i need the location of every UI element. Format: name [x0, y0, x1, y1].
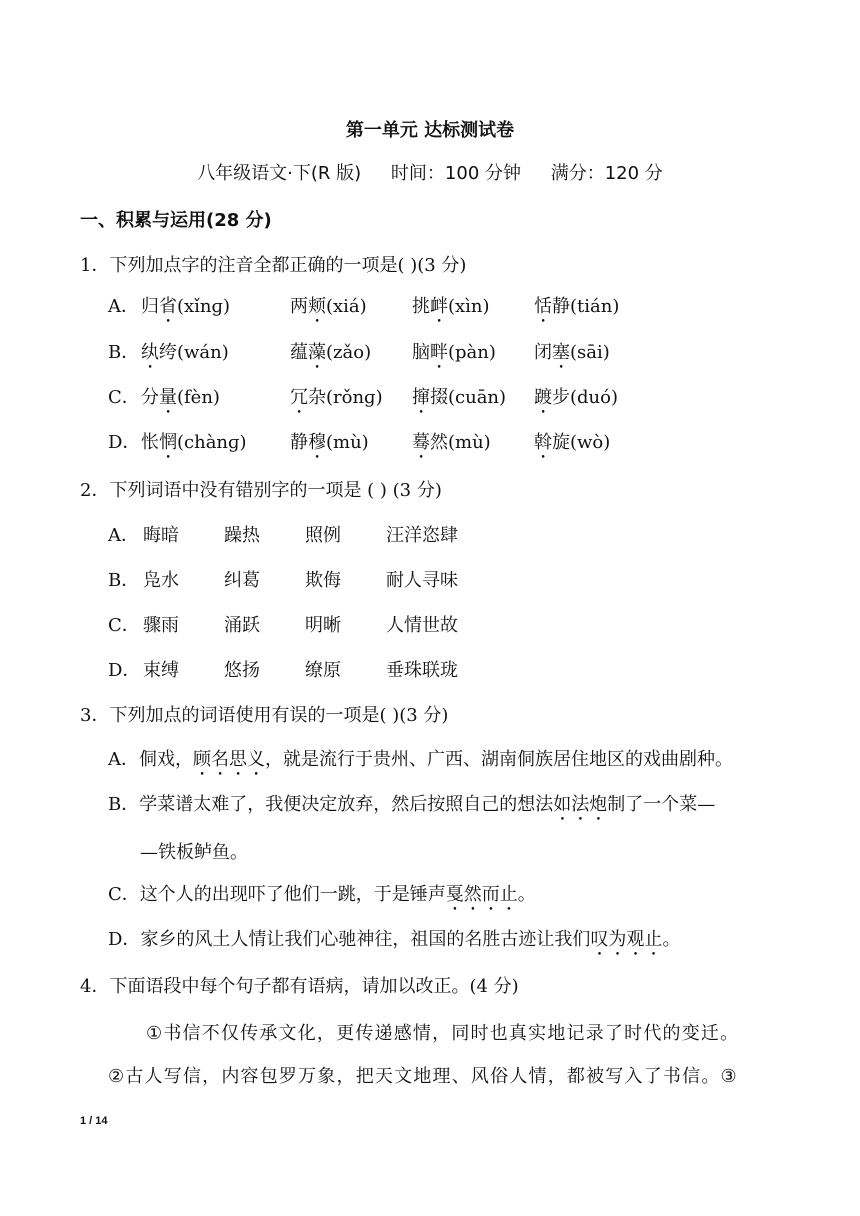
- item-text: 归: [141, 296, 159, 317]
- dotted-character: 衅: [430, 296, 448, 317]
- option-text: 侗戏，: [139, 749, 193, 770]
- option-label: D．: [108, 432, 141, 453]
- pinyin-option-item: [141, 383, 220, 418]
- dotted-character: 蓦: [412, 432, 430, 453]
- question-2-stem: 2．下列词语中没有错别字的一项是 ( ) (3 分): [80, 480, 442, 501]
- item-text: (fèn): [177, 387, 220, 408]
- question-3-option-a: [108, 745, 733, 780]
- option-label: A．: [108, 749, 139, 770]
- option-label: A．: [108, 525, 139, 546]
- pinyin-option-item: [290, 338, 371, 373]
- item-text: (chànɡ): [177, 432, 247, 453]
- page-subtitle: [0, 159, 860, 185]
- item-text: 两: [290, 296, 308, 317]
- subtitle-time: 时间：100 分钟: [390, 163, 521, 184]
- item-text: 挑: [412, 296, 430, 317]
- option-label: B．: [108, 570, 140, 591]
- pinyin-option-item: [290, 383, 383, 418]
- item-text: 静: [290, 432, 308, 453]
- dotted-character: 藻: [308, 342, 326, 363]
- pinyin-option-item: [412, 383, 506, 418]
- option-text: 。: [662, 929, 681, 950]
- option-label: B．: [108, 794, 140, 815]
- word-option-item: 汪洋恣肆: [386, 525, 458, 546]
- item-text: 杂(rǒnɡ): [308, 387, 383, 408]
- dotted-character: 斡: [534, 432, 552, 453]
- page-number: 1 / 14: [80, 1115, 108, 1127]
- option-label: C．: [108, 615, 140, 636]
- option-label: A．: [108, 296, 139, 317]
- item-text: 脑: [412, 342, 430, 363]
- item-text: (xìn): [448, 296, 490, 317]
- word-option-item: 悠扬: [224, 660, 260, 681]
- question-3-option-c: [108, 880, 536, 915]
- dotted-character: 踱: [534, 387, 552, 408]
- question-4-stem: 4．下面语段中每个句子都有语病，请加以改正。(4 分): [80, 976, 519, 997]
- word-option-item: 明晰: [305, 615, 341, 636]
- item-text: (zǎo): [326, 342, 372, 363]
- pinyin-option-item: [534, 338, 610, 373]
- page-title: 第一单元 达标测试卷: [345, 120, 515, 141]
- option-label: C．: [108, 884, 140, 905]
- pinyin-option-item: [534, 383, 618, 418]
- dotted-character: 惘: [159, 432, 177, 453]
- item-text: (sāi): [570, 342, 610, 363]
- pinyin-option-item: [534, 292, 619, 327]
- option-label: D．: [108, 929, 141, 950]
- item-text: 旋(wò): [552, 432, 611, 453]
- pinyin-option-item: [412, 428, 491, 463]
- dotted-character: 冗: [290, 387, 308, 408]
- option-text: ，就是流行于贵州、广西、湖南侗族居住地区的戏曲剧种。: [265, 749, 733, 770]
- word-option-item: 垂珠联珑: [386, 660, 458, 681]
- question-3-stem: 3．下列加点的词语使用有误的一项是( )(3 分): [80, 705, 449, 726]
- word-option-item: 凫水: [143, 570, 179, 591]
- question-1-stem: 1．下列加点字的注音全都正确的一项是( )(3 分): [80, 255, 467, 276]
- dotted-character: 量: [159, 387, 177, 408]
- item-text: (xiá): [326, 296, 367, 317]
- word-option-item: 晦暗: [143, 525, 179, 546]
- dotted-character: 塞: [552, 342, 570, 363]
- item-text: 怅: [141, 432, 159, 453]
- option-label: D．: [108, 660, 141, 681]
- item-text: 步(duó): [552, 387, 618, 408]
- pinyin-option-item: [412, 292, 490, 327]
- dotted-character: 纨: [141, 342, 159, 363]
- section-heading: 一、积累与运用(28 分): [80, 210, 272, 231]
- pinyin-option-item: [412, 338, 496, 373]
- item-text: 分: [141, 387, 159, 408]
- dotted-character: 颊: [308, 296, 326, 317]
- dotted-character: 省: [159, 296, 177, 317]
- subtitle-score: 满分：120 分: [550, 163, 663, 184]
- option-text: 学菜谱太难了，我便决定放弃，然后按照自己的想法: [139, 794, 554, 815]
- word-option-item: 欺侮: [305, 570, 341, 591]
- word-option-item: 躁热: [224, 525, 260, 546]
- word-option-item: 纠葛: [224, 570, 260, 591]
- option-label: B．: [108, 342, 140, 363]
- word-option-item: 涌跃: [224, 615, 260, 636]
- question-3-option-d: [108, 925, 680, 960]
- pinyin-option-item: [290, 292, 367, 327]
- item-text: (mù): [326, 432, 369, 453]
- option-text: 这个人的出现吓了他们一跳，于是锤声: [139, 884, 446, 905]
- item-text: 闭: [534, 342, 552, 363]
- emphasized-phrase: 戛然而止: [445, 884, 518, 905]
- word-option-item: 骤雨: [143, 615, 179, 636]
- dotted-character: 畔: [430, 342, 448, 363]
- option-label: C．: [108, 387, 140, 408]
- dotted-character: 恬: [534, 296, 552, 317]
- question-4-passage-line-2: ②古人写信，内容包罗万象，把天文地理、风俗人情，都被写入了书信。③: [108, 1066, 738, 1087]
- item-text: 绔(wán): [159, 342, 229, 363]
- option-text: 制了一个菜—: [607, 794, 716, 815]
- emphasized-phrase: 如法炮: [553, 794, 608, 815]
- question-4-passage-line-1: ①书信不仅传承文化，更传递感情，同时也真实地记录了时代的变迁。: [146, 1023, 740, 1044]
- dotted-character: 撺: [412, 387, 430, 408]
- item-text: 静(tián): [552, 296, 620, 317]
- subtitle-grade: 八年级语文·下(R 版): [197, 163, 362, 184]
- item-text: 蕴: [290, 342, 308, 363]
- option-text: 家乡的风土人情让我们心驰神往，祖国的名胜古迹让我们: [140, 929, 591, 950]
- dotted-character: 穆: [308, 432, 326, 453]
- pinyin-option-item: [141, 338, 229, 373]
- item-text: (xǐnɡ): [177, 296, 231, 317]
- item-text: 掇(cuān): [430, 387, 507, 408]
- pinyin-option-item: [141, 292, 230, 327]
- item-text: (pàn): [448, 342, 496, 363]
- word-option-item: 束缚: [143, 660, 179, 681]
- emphasized-phrase: 叹为观止: [590, 929, 663, 950]
- word-option-item: 缭原: [305, 660, 341, 681]
- option-text: 。: [517, 884, 536, 905]
- word-option-item: 人情世故: [386, 615, 458, 636]
- item-text: 然(mù): [430, 432, 491, 453]
- pinyin-option-item: [290, 428, 369, 463]
- emphasized-phrase: 顾名思义: [193, 749, 265, 770]
- word-option-item: 耐人寻味: [386, 570, 458, 591]
- question-3-option-b: [108, 790, 715, 825]
- word-option-item: 照例: [305, 525, 341, 546]
- question-3-option-b-continued: —铁板鲈鱼。: [140, 842, 248, 863]
- pinyin-option-item: [534, 428, 610, 463]
- pinyin-option-item: [141, 428, 247, 463]
